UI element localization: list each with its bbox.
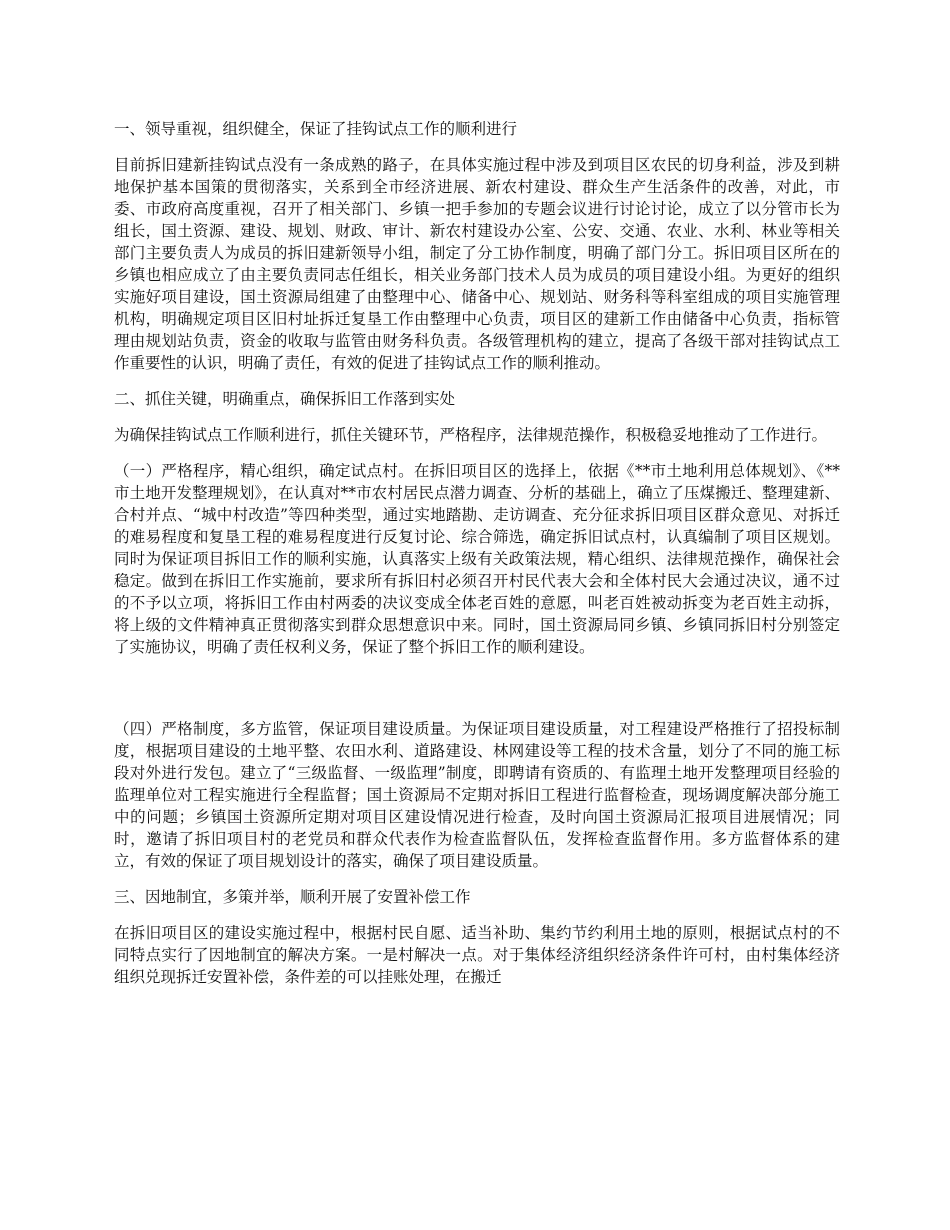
section-3-heading: 三、因地制宜，多策并举，顺利开展了安置补偿工作 — [114, 888, 471, 906]
section-1-heading: 一、领导重视，组织健全，保证了挂钩试点工作的顺利进行 — [114, 120, 518, 138]
document-body — [114, 118, 840, 1002]
blank-gap — [114, 672, 840, 718]
section-3-paragraph: 在拆旧项目区的建设实施过程中，根据村民自愿、适当补助、集约节约利用土地的原则，根据试点村的不同特点实行了因地制宜的解决方案。一是村解决一点。对于集体经济组织经济条件许可村，由村集体经济组织兑现拆迁安置补偿，条件差的可以挂账处理，在搬迁 — [114, 924, 840, 986]
section-2-paragraph: 为确保挂钩试点工作顺利进行，抓住关键环节，严格程序，法律规范操作，积极稳妥地推动了工作进行。 — [114, 426, 828, 444]
section-1-paragraph: 目前拆旧建新挂钩试点没有一条成熟的路子，在具体实施过程中涉及到项目区农民的切身利益，涉及到耕地保护基本国策的贯彻落实，关系到全市经济进展、新农村建设、群众生产生活条件的改善，对此，市委、市政府高度重视，召开了相关部门、乡镇一把手参加的专题会议进行讨论讨论，成立了以分管市长为组长，国土资源、建设、规划、财政、审计、新农村建设办公室、公安、交通、农业、水利、林业等相关部门主要负责人为成员的拆旧建新领导小组，制定了分工协作制度，明确了部门分工。拆旧项目区所在的乡镇也相应成立了由主要负责同志任组长，相关业务部门技术人员为成员的项目建设小组。为更好的组织实施好项目建设，国土资源局组建了由整理中心、储备中心、规划站、财务科等科室组成的项目实施管理机构，明确规定项目区旧村址拆迁复垦工作由整理中心负责，项目区的建新工作由储备中心负责，指标管理由规划站负责，资金的收取与监管由财务科负责。各级管理机构的建立，提高了各级干部对挂钩试点工作重要性的认识，明确了责任，有效的促进了挂钩试点工作的顺利推动。 — [114, 156, 840, 372]
section-2-heading: 二、抓住关键，明确重点，确保拆旧工作落到实处 — [114, 390, 456, 408]
section-2-subsection-1: （一）严格程序，精心组织，确定试点村。在拆旧项目区的选择上，依据《**市土地利用总体规划》、《**市土地开发整理规划》，在认真对**市农村居民点潜力调查、分析的基础上，确立了压煤搬迁、整理建新、合村并点、“城中村改造”等四种类型，通过实地踏勘、走访调查、充分征求拆旧项目区群众意见、对拆迁的难易程度和复垦工程的难易程度进行反复讨论、综合筛选，确定拆旧试点村，认真编制了项目区规划。同时为保证项目拆旧工作的顺利实施，认真落实上级有关政策法规，精心组织、法律规范操作，确保社会稳定。做到在拆旧工作实施前，要求所有拆旧村必须召开村民代表大会和全体村民大会通过决议，通不过的不予以立项，将拆旧工作由村两委的决议变成全体老百姓的意愿，叫老百姓被动拆变为老百姓主动拆，将上级的文件精神真正贯彻落实到群众思想意识中来。同时，国土资源局同乡镇、乡镇同拆旧村分别签定了实施协议，明确了责任权利义务，保证了整个拆旧工作的顺利建设。 — [114, 462, 840, 656]
section-2-subsection-4: （四）严格制度，多方监管，保证项目建设质量。为保证项目建设质量，对工程建设严格推行了招投标制度，根据项目建设的土地平整、农田水利、道路建设、林网建设等工程的技术含量，划分了不同的施工标段对外进行发包。建立了“三级监督、一级监理”制度，即聘请有资质的、有监理土地开发整理项目经验的监理单位对工程实施进行全程监督；国土资源局不定期对拆旧工程进行监督检查，现场调度解决部分施工中的问题；乡镇国土资源所定期对项目区建设情况进行检查，及时向国土资源局汇报项目进展情况；同时，邀请了拆旧项目村的老党员和群众代表作为检查监督队伍，发挥检查监督作用。多方监督体系的建立，有效的保证了项目规划设计的落实，确保了项目建设质量。 — [114, 720, 840, 870]
